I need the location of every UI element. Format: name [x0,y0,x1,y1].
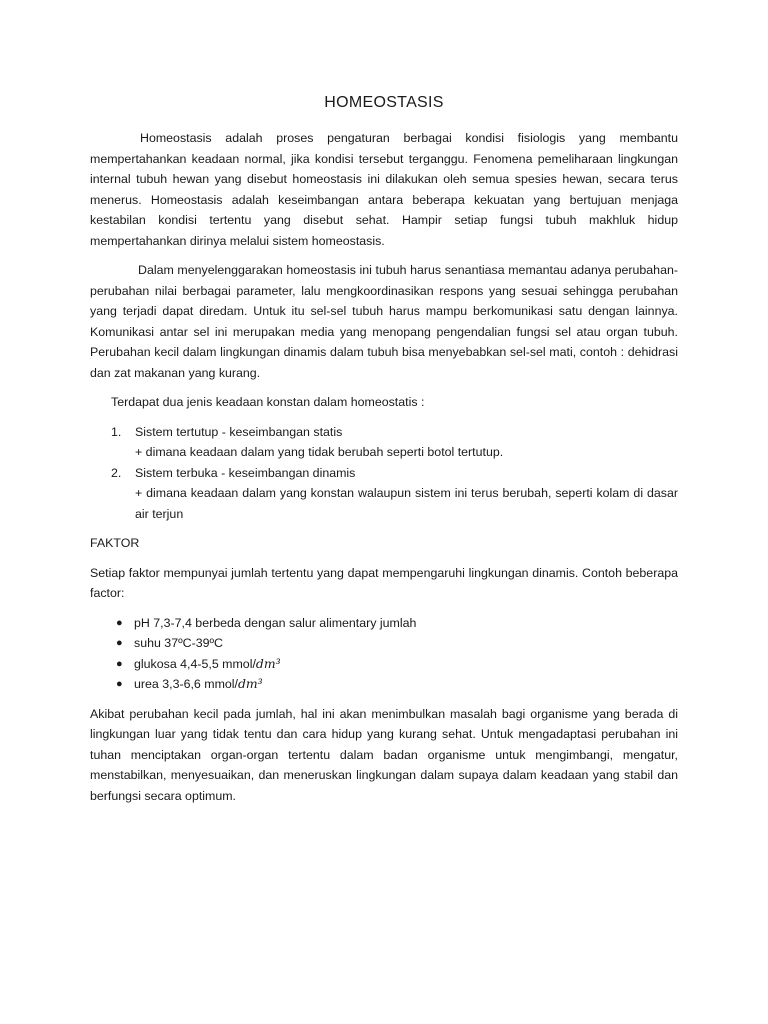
paragraph-conclusion: Akibat perubahan kecil pada jumlah, hal ini akan menimbulkan masalah bagi organisme yang berada di lingkungan luar yang tidak tentu dan cara hidup yang kurang sehat. Untuk mengadaptasi perubahan ini tuhan menciptakan organ-organ tertentu dalam badan organisme untuk mengimbangi, mengatur, menstabilkan, menyesuaikan, dan meneruskan lingkungan dalam supaya dalam keadaan yang stabil dan berfungsi secara optimum. [90,706,678,803]
factor-unit: dm³ [238,676,263,691]
bullet-icon: ● [116,616,123,629]
list-item-label: Sistem terbuka - keseimbangan dinamis [135,465,356,480]
list-number: 1. [111,424,122,439]
factor-text: suhu 37ºC-39ºC [134,636,223,650]
paragraph-process: Dalam menyelenggarakan homeostasis ini tubuh harus senantiasa memantau adanya perubahan-perubahan nilai berbagai parameter, lalu mengkoordinasikan respons yang sesuai sehingga perubahan yang terjadi dapat diredam. Untuk itu sel-sel tubuh harus mampu berkomunikasi satu dengan lainnya. Komunikasi antar sel ini merupakan media yang menopang pengendalian fungsi sel atau organ tubuh. Perubahan kecil dalam lingkungan dinamis dalam tubuh bisa menyebabkan sel-sel mati, contoh : dehidrasi dan zat makanan yang kurang. [90,263,678,380]
list-item [90,654,678,675]
factor-text: pH 7,3-7,4 berbeda dengan salur alimentary jumlah [134,615,417,630]
factor-text: glukosa 4,4-5,5 mmol/ [134,656,256,671]
factor-list [90,613,678,695]
paragraph-definition: Homeostasis adalah proses pengaturan berbagai kondisi fisiologis yang membantu mempertahankan keadaan normal, jika kondisi tersebut terganggu. Fenomena pemeliharaan lingkungan internal tubuh hewan yang disebut homeostasis ini dilakukan oleh semua spesies hewan, secara terus menerus. Homeostasis adalah keseimbangan antara beberapa kekuatan yang bertujuan menjaga kestabilan kondisi tertentu yang disebut sehat. Hampir setiap fungsi tubuh makhluk hidup mempertahankan dirinya melalui sistem homeostasis. [90,131,678,248]
bullet-icon: ● [116,637,123,649]
factor-unit: dm³ [255,655,281,671]
list-number: 2. [111,465,122,480]
factor-text: urea 3,3-6,6 mmol/ [134,677,238,691]
constant-states-list [90,422,678,525]
list-item [90,633,678,654]
paragraph-constant-states: Terdapat dua jenis keadaan konstan dalam homeostatis : [111,395,425,409]
list-item-label: Sistem tertutup - keseimbangan statis [135,424,343,439]
list-item [90,422,678,463]
list-item [90,674,678,695]
list-item [90,613,678,634]
list-item-detail: + dimana keadaan dalam yang konstan walaupun sistem ini terus berubah, seperti kolam di dasar air terjun [135,486,678,521]
bullet-icon: ● [116,678,123,690]
faktor-heading: FAKTOR [90,536,140,550]
faktor-intro: Setiap faktor mempunyai jumlah tertentu yang dapat mempengaruhi lingkungan dinamis. Contoh beberapa factor: [90,565,678,600]
list-item [90,463,678,525]
document-body [90,128,678,815]
list-item-detail: + dimana keadaan dalam yang tidak berubah seperti botol tertutup. [135,445,504,459]
bullet-icon: ● [116,657,123,670]
document-title: HOMEOSTASIS [324,94,444,111]
